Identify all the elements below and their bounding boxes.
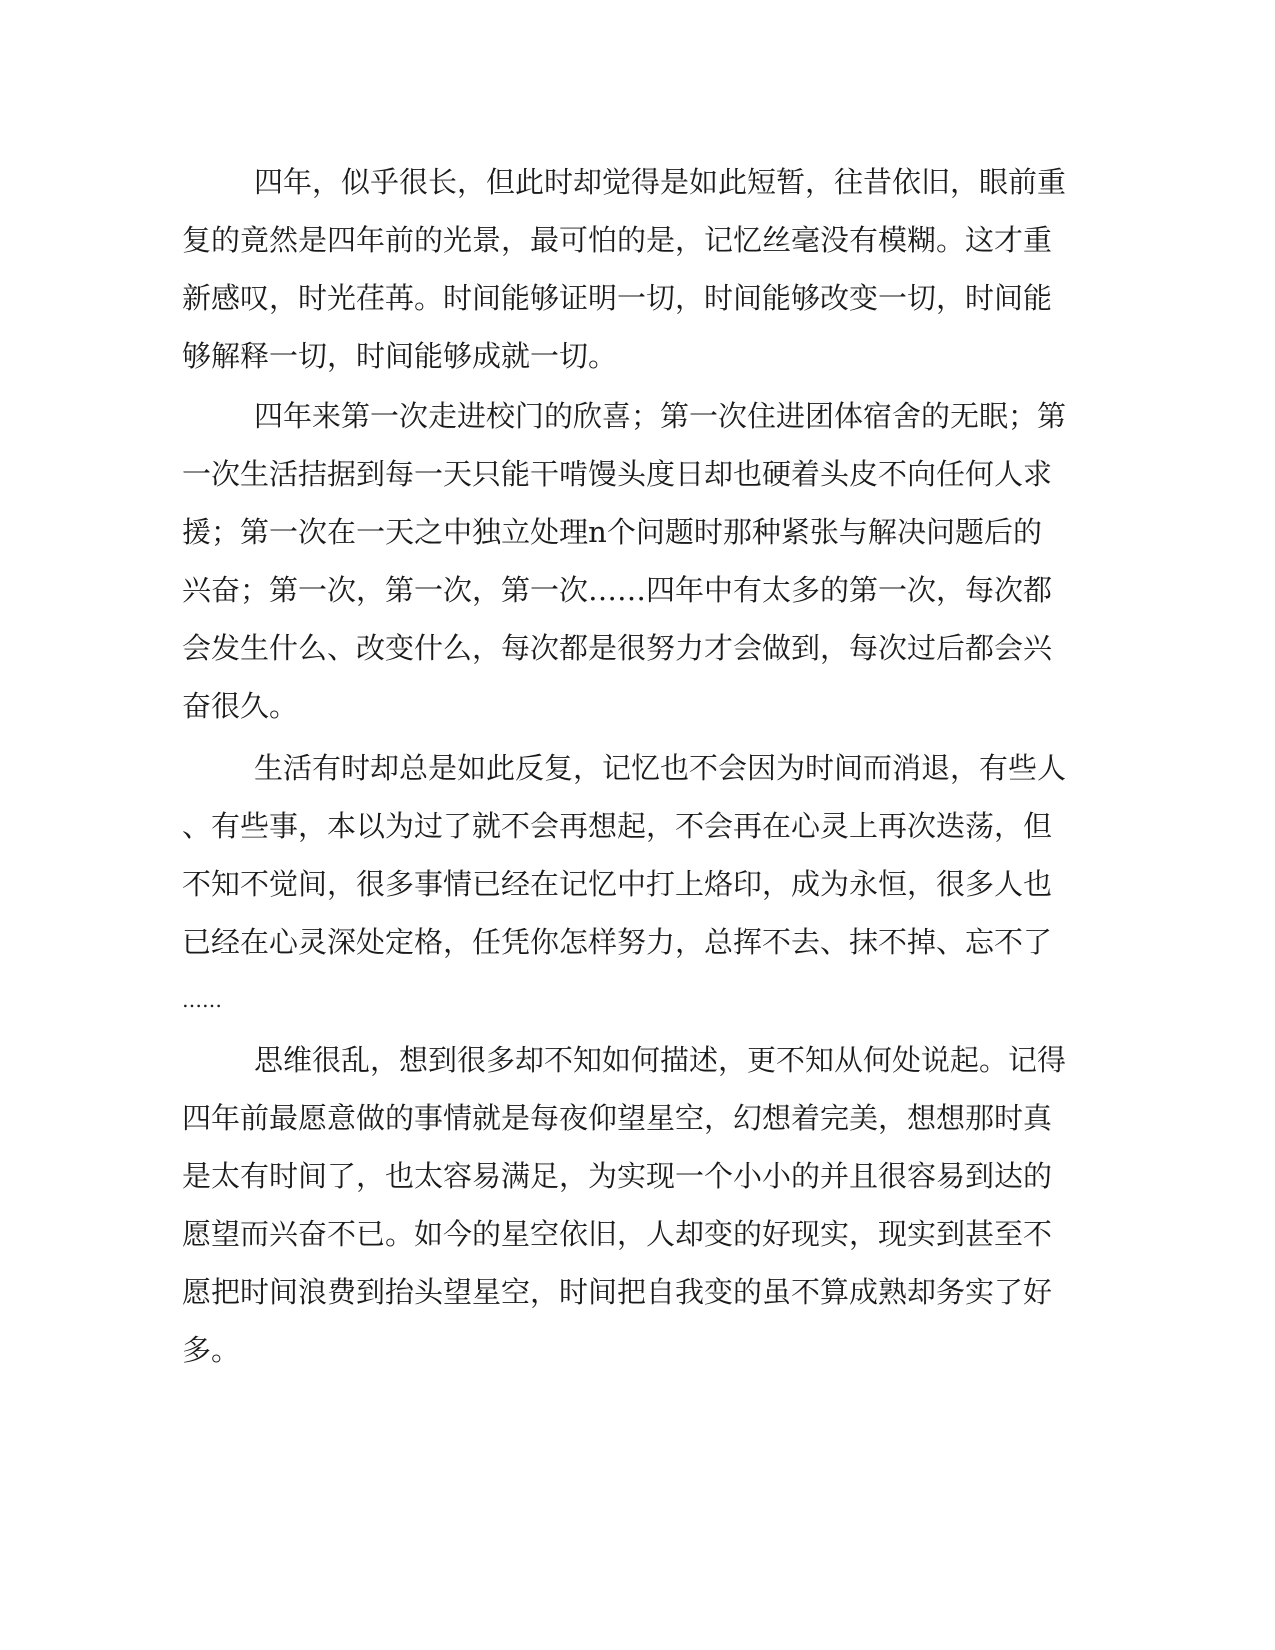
text-line: 、有些事，本以为过了就不会再想起，不会再在心灵上再次迭荡，但	[182, 809, 1053, 843]
text-line: 新感叹，时光荏苒。时间能够证明一切，时间能够改变一切，时间能	[182, 281, 1053, 315]
text-line: 多。	[182, 1333, 241, 1367]
text-line: 兴奋；第一次，第一次，第一次……四年中有太多的第一次，每次都	[182, 573, 1053, 607]
text-line: 已经在心灵深处定格，任凭你怎样努力，总挥不去、抹不掉、忘不了	[182, 925, 1053, 959]
text-line: 生活有时却总是如此反复，记忆也不会因为时间而消退，有些人	[254, 751, 1067, 785]
text-line: 不知不觉间，很多事情已经在记忆中打上烙印，成为永恒，很多人也	[182, 867, 1053, 901]
text-line: 一次生活拮据到每一天只能干啃馒头度日却也硬着头皮不向任何人求	[182, 457, 1053, 491]
text-line: 是太有时间了，也太容易满足，为实现一个小小的并且很容易到达的	[182, 1159, 1053, 1193]
text-line: 愿把时间浪费到抬头望星空，时间把自我变的虽不算成熟却务实了好	[182, 1275, 1053, 1309]
text-line: 四年，似乎很长，但此时却觉得是如此短暂，往昔依旧，眼前重	[254, 165, 1067, 199]
text-line: 奋很久。	[182, 689, 299, 723]
text-line: 会发生什么、改变什么，每次都是很努力才会做到，每次过后都会兴	[182, 631, 1053, 665]
text-line: 思维很乱，想到很多却不知如何描述，更不知从何处说起。记得	[254, 1043, 1067, 1077]
text-line: 援；第一次在一天之中独立处理n个问题时那种紧张与解决问题后的	[182, 515, 1042, 549]
text-line: 四年前最愿意做的事情就是每夜仰望星空，幻想着完美，想想那时真	[182, 1101, 1053, 1135]
text-line: 复的竟然是四年前的光景，最可怕的是，记忆丝毫没有模糊。这才重	[182, 223, 1053, 257]
text-line: 够解释一切，时间能够成就一切。	[182, 339, 618, 373]
text-line: ……	[182, 988, 222, 1012]
text-line: 四年来第一次走进校门的欣喜；第一次住进团体宿舍的无眠；第	[254, 399, 1067, 433]
text-line: 愿望而兴奋不已。如今的星空依旧，人却变的好现实，现实到甚至不	[182, 1217, 1053, 1251]
